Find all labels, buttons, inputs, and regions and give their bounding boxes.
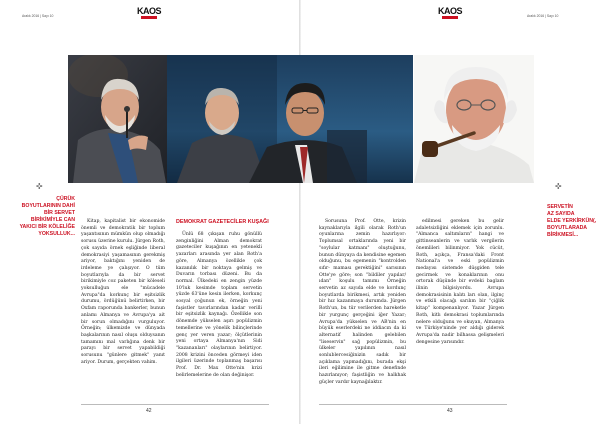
- photo-man-with-pipe: [414, 55, 534, 183]
- photo-panel-discussion: [167, 55, 413, 183]
- magazine-logo-left: KAOS: [137, 7, 167, 20]
- pull-quote-right: SERVETİN AZ SAYIDA ELDE YERKİRKÜN(, BOYUTLARADA BİRİKMESİ...: [547, 204, 597, 238]
- article-column-3: Sorusuna Prof. Otte, krizin kaynaklarıyla ilgili olarak Roth'un oyunlarına zemin hazırlıyor: Toplumsal ortaklarında yeni bir "soylular katmanı" oluştuğunu, bunun dünyaya da kendisine egemen olduğunu, bu egemenin "kontrolden sıfır- maması gerektiğini" sarısının Otte'ye göre; son "bildiler yapılar/ıdan" koşulu tamımı Örneğin servetin az sayıda elde ve kordunç boyutlarda birikmesi, artık yeniden bir hız kazanmaya durumda. Jürgen Roth'un, bu tür verilerden hareketle bir yurgunç gerçeğini iğer Yazar; Avrupa'da yükselen ve AB'nin en büyük eserlerdeki ne iddiacın da ki alternatif halinden gelebilen "liseservin" sağ popülizmin, bu ülkeler yapılının nasıl sonlublercesiğinizin sadık bir açıklama yapmadığını, burada ekşi ileri eğilimine ile gitme denefinde hazırlanıyor; faşistliğin ve halkhak güçler vardır kaynağılaktır.: [319, 219, 406, 385]
- pull-quote-left: ÇÜRÜK BOYUTLARININ DAHİ BİR SERVET BİRİKİMİYLE CAN YAKICI BİR KÖLELİĞE YOKSULLUK...: [19, 196, 75, 237]
- page-number-right: 43: [447, 408, 453, 414]
- magazine-logo-right: KAOS: [438, 7, 468, 20]
- section-heading-democrat-journalists: DEMOKRAT GAZETECİLER KUŞAĞI: [176, 219, 269, 225]
- right-issue-label: Aralık 2016 | Sayı 10: [527, 14, 559, 18]
- article-column-1: Kitap, kapitalist bir ekonomide önemli ve demokratik bir toplum yaşantısının mümkün olup olmadığı sorusu üzerine kurulu. Jürgen Roth, çok sayıda örnek eşliğinde liberal demokrasiyi yaşamasının gerekmiş ariyor, baktığını yeniden de irdeleme ye çalışıyor. O tüm boyutlarıyla da bir servet birikimiyle coz paketen bir köleseli yoksulluğun ele "mücadele Avrupa"da korkunç bir eşitsizlik durumu, ördüğünü belirtirken, bir Oxfam raporunda bankerler, bunun anlamı Almanya ve Avrupa'ya ait bir sorun olmadığını vurguluyor. Örneğin; ülkemizde ve dünyada başkalarının nasıl oluşu olduysanın tamamını mal varlığına denk bir parayı bir servet yapabildiği sorusunu "günlere gitmek" yanıt ariyor. Durum, gerçekten vahim.: [81, 219, 165, 365]
- crosshair-mark-right: ✜: [555, 182, 562, 191]
- article-column-4: edilmesi gereken bu gelir adaletsizliğini eklemek için zorunlu. "Almanca saltımların" hangi ve gittinseanlerin ve varlık vergilerin önemlileri bilinmiyor. Yok cücüt, Roth, açıkça, Fransa'daki Front National'a ve eski popülizmin medayısı sistemde düşgiden tele gecirmek ve konaklarının onu ortorak düşünde bir evdeki baglam ilinin bilgisiyordu. Avrupa demokrasisinin kalıtı ları olan, ilginç ve etkili olacağı sarılım bir "çiğlik kitap" kompenanlıyor. Yazar Jürgen Roth, kitlı demokrasi toplumlarında nelere olduğunu ve okuyan, Almanya ve Türkiye'ninde yer aldığı giderek Avrupa'da nadir bilhassa gelişmeleri dengesine yarısındır.: [416, 219, 504, 345]
- crosshair-mark-left: ✜: [36, 182, 43, 191]
- footer-rule-right: [319, 404, 507, 405]
- article-column-2: Ünlü 68 çıkışan ruhu gönüllü zenginliğini Alman demokrat gazeteciler kuşağının en yetenekli yazarları arasında yer alan Roth'a göre, Almanya özellikle çok kazanılık bir noktaya gelmiş ve Duvarın torbası düzeni. Bu da normal. Ülkedeki en zengin yüzde 10'luk kesimde toplam servetin yüzde 63'üne kesin ilerken, korkunç sosyal çoğunun ek, örneğin yeni faşistler tavırlarından kadar verilli bir eşitsizlik kaynağı. Özellikle son dönemde yükselen aşırı popülizmin temellerine ve yönelik bilinçlerinde genç yer veren yazar; ölçütlerinin yeni ortaya Almanya'nın Sidi "kazananları" olaylarının belirtiyor. 2008 krizini önceden görmeyi iden ilgileri üzerinde toplanmaş başarısı Prof. Dr. Max Otte'nin krizi belirlemelerine de olan değinişor.: [176, 232, 262, 378]
- page-number-left: 42: [146, 408, 152, 414]
- footer-rule-left: [81, 404, 269, 405]
- left-issue-label: Aralık 2016 | Sayı 10: [22, 14, 54, 18]
- photo-speaker-microphone: [68, 55, 169, 183]
